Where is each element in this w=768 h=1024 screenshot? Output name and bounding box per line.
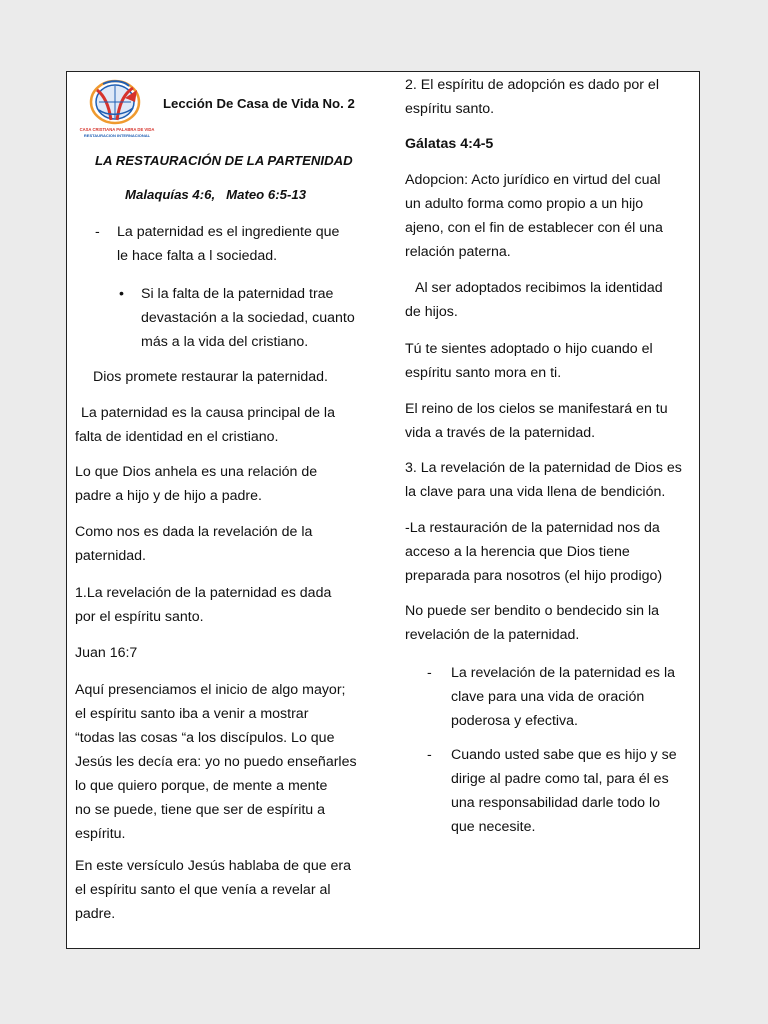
paragraph bbox=[405, 397, 668, 445]
church-logo bbox=[75, 76, 159, 142]
paragraph bbox=[75, 520, 312, 568]
text-line: más a la vida del cristiano. bbox=[141, 334, 309, 350]
text-line: ajeno, con el fin de establecer con él una bbox=[405, 220, 663, 236]
text-line: de hijos. bbox=[405, 304, 458, 320]
bullet-marker: • bbox=[119, 286, 124, 302]
paragraph bbox=[75, 581, 331, 629]
paragraph bbox=[405, 516, 662, 588]
text-line: poderosa y efectiva. bbox=[451, 713, 578, 729]
text-line: La paternidad es la causa principal de la bbox=[81, 405, 335, 421]
text-line: Cuando usted sabe que es hijo y se bbox=[451, 747, 677, 763]
text-line: espíritu santo mora en ti. bbox=[405, 365, 562, 381]
paragraph bbox=[75, 854, 351, 926]
text-line: la clave para una vida llena de bendición. bbox=[405, 484, 666, 500]
text-line: un adulto forma como propio a un hijo bbox=[405, 196, 644, 212]
paragraph bbox=[405, 168, 663, 264]
text-line: por el espíritu santo. bbox=[75, 609, 204, 625]
text-line: falta de identidad en el cristiano. bbox=[75, 429, 279, 445]
text-line: el espíritu santo iba a venir a mostrar bbox=[75, 706, 309, 722]
paragraph-bold: Gálatas 4:4-5 bbox=[405, 136, 494, 152]
text-line: espíritu. bbox=[75, 826, 126, 842]
text-line: Jesús les decía era: yo no puedo enseñarles bbox=[75, 754, 357, 770]
text-line: revelación de la paternidad. bbox=[405, 627, 580, 643]
paragraph: Juan 16:7 bbox=[75, 645, 138, 661]
text-line: no se puede, tiene que ser de espíritu a bbox=[75, 802, 326, 818]
text-line: Aquí presenciamos el inicio de algo mayor; bbox=[75, 682, 346, 698]
text-line: acceso a la herencia que Dios tiene bbox=[405, 544, 630, 560]
text-line: En este versículo Jesús hablaba de que era bbox=[75, 858, 352, 874]
text-line: Adopcion: Acto jurídico en virtud del cual bbox=[405, 172, 661, 188]
paragraph bbox=[405, 73, 659, 121]
text-line: La paternidad es el ingrediente que bbox=[117, 224, 340, 240]
text-line: que necesite. bbox=[451, 819, 536, 835]
text-line: 2. El espíritu de adopción es dado por el bbox=[405, 77, 659, 93]
text-line: padre. bbox=[75, 906, 116, 922]
text-line: El reino de los cielos se manifestará en tu bbox=[405, 401, 668, 417]
text-line: Lo que Dios anhela es una relación de bbox=[75, 464, 318, 480]
text-line: vida a través de la paternidad. bbox=[405, 425, 596, 441]
text-line: preparada para nosotros (el hijo prodigo) bbox=[405, 568, 663, 584]
paragraph: Dios promete restaurar la paternidad. bbox=[93, 369, 329, 385]
paragraph bbox=[405, 599, 659, 647]
document-page bbox=[66, 71, 700, 949]
text-line: La revelación de la paternidad es la bbox=[451, 665, 676, 681]
text-line: espíritu santo. bbox=[405, 101, 495, 117]
text-line: devastación a la sociedad, cuanto bbox=[141, 310, 355, 326]
paragraph bbox=[75, 460, 317, 508]
scripture-references: Malaquías 4:6, Mateo 6:5-13 bbox=[125, 187, 307, 202]
lesson-title: LA RESTAURACIÓN DE LA PARTENIDAD bbox=[95, 153, 353, 168]
dash-marker: - bbox=[427, 665, 432, 681]
text-line: el espíritu santo el que venía a revelar al bbox=[75, 882, 331, 898]
text-line: Tú te sientes adoptado o hijo cuando el bbox=[405, 341, 653, 357]
text-line: Si la falta de la paternidad trae bbox=[141, 286, 334, 302]
text-line: Al ser adoptados recibimos la identidad bbox=[415, 280, 663, 296]
text-line: 3. La revelación de la paternidad de Dios es bbox=[405, 460, 682, 476]
text-line: clave para una vida de oración bbox=[451, 689, 645, 705]
logo-caption-line1: CASA CRISTIANA PALABRA DE VIDA bbox=[79, 127, 155, 132]
logo-caption-line2: RESTAURACION INTERNACIONAL bbox=[83, 133, 151, 138]
text-line: relación paterna. bbox=[405, 244, 511, 260]
text-line: padre a hijo y de hijo a padre. bbox=[75, 488, 262, 504]
text-line: Como nos es dada la revelación de la bbox=[75, 524, 313, 540]
dash-marker: - bbox=[427, 747, 432, 763]
paragraph bbox=[405, 456, 682, 504]
text-line: lo que quiero porque, de mente a mente bbox=[75, 778, 328, 794]
text-line: dirige al padre como tal, para él es bbox=[451, 771, 669, 787]
text-line: 1.La revelación de la paternidad es dada bbox=[75, 585, 332, 601]
text-line: una responsabilidad darle todo lo bbox=[451, 795, 661, 811]
text-line: “todas las cosas “a los discípulos. Lo que bbox=[75, 730, 335, 746]
dash-marker: - bbox=[95, 224, 100, 240]
text-line: le hace falta a l sociedad. bbox=[117, 248, 278, 264]
text-line: paternidad. bbox=[75, 548, 146, 564]
text-line: No puede ser bendito o bendecido sin la bbox=[405, 603, 659, 619]
lesson-header-title: Lección De Casa de Vida No. 2 bbox=[163, 96, 355, 111]
paragraph bbox=[405, 276, 663, 324]
paragraph bbox=[75, 401, 335, 449]
paragraph bbox=[405, 337, 653, 385]
paragraph bbox=[75, 678, 357, 846]
text-line: -La restauración de la paternidad nos da bbox=[405, 520, 660, 536]
